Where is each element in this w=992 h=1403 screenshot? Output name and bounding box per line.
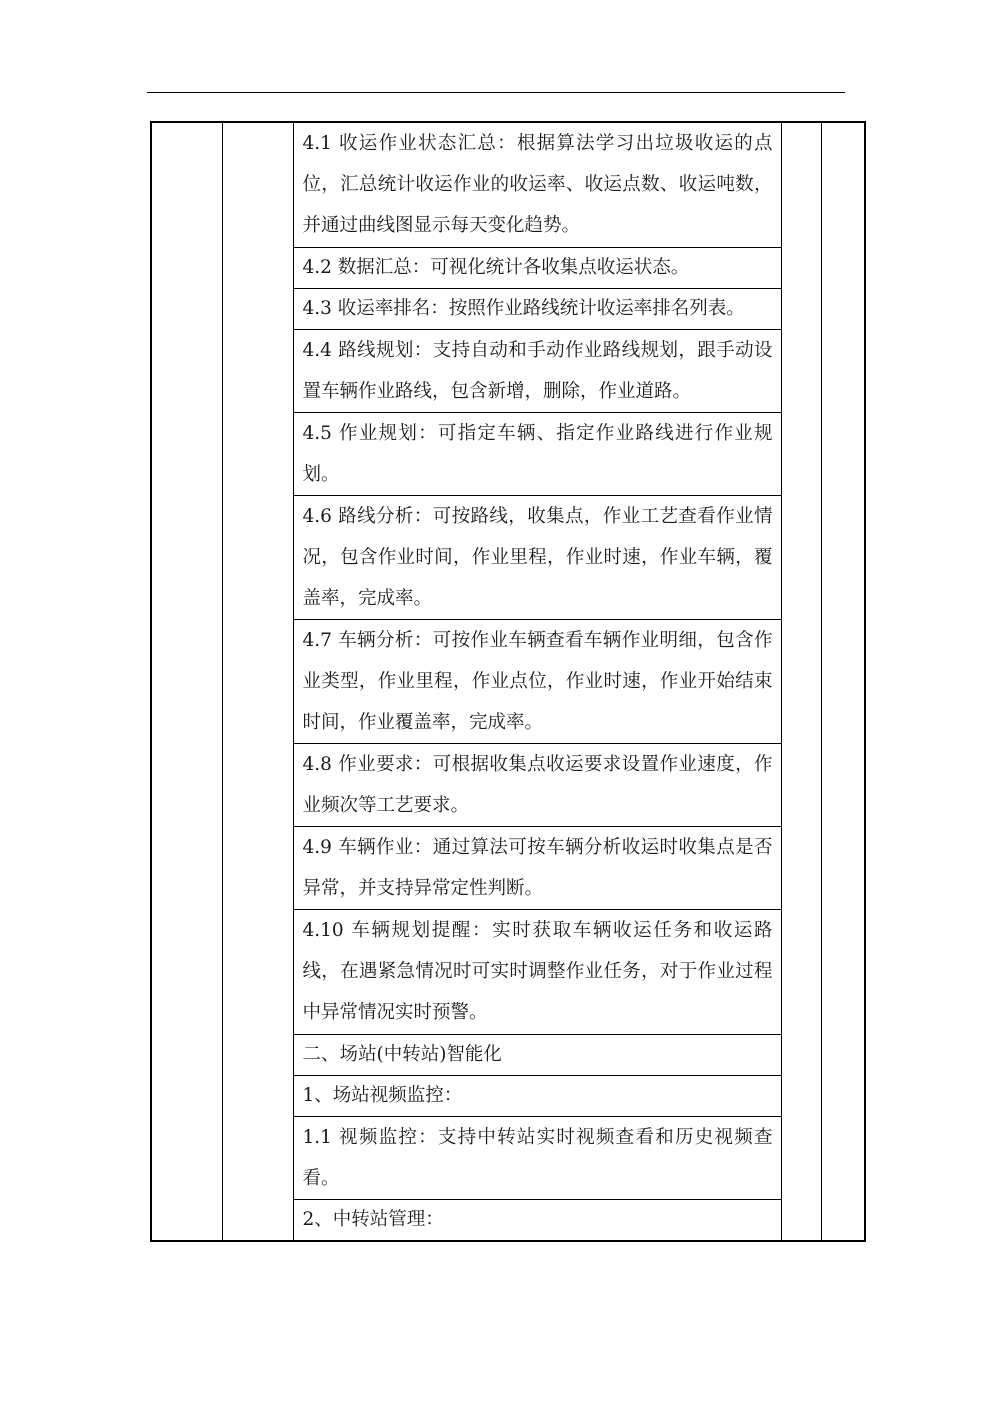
- row-text: 4.6 路线分析：可按路线，收集点，作业工艺查看作业情况，包含作业时间，作业里程，作业时速，作业车辆，覆盖率，完成率。: [293, 496, 781, 620]
- table-row: [151, 122, 865, 248]
- col-name-cell: [222, 122, 293, 1241]
- header-rule: [147, 92, 845, 93]
- subsection-heading: 1、场站视频监控：: [293, 1076, 781, 1117]
- row-text: 4.5 作业规划：可指定车辆、指定作业路线进行作业规划。: [293, 413, 781, 496]
- col-qty-cell: [781, 122, 821, 1241]
- row-text: 4.1 收运作业状态汇总：根据算法学习出垃圾收运的点位，汇总统计收运作业的收运率、收运点数、收运吨数，并通过曲线图显示每天变化趋势。: [293, 122, 781, 248]
- col-index-cell: [151, 122, 222, 1241]
- row-text: 4.10 车辆规划提醒：实时获取车辆收运任务和收运路线，在遇紧急情况时可实时调整作业任务，对于作业过程中异常情况实时预警。: [293, 910, 781, 1035]
- spec-table: [150, 121, 866, 1242]
- row-text: 4.3 收运率排名：按照作业路线统计收运率排名列表。: [293, 289, 781, 330]
- subsection-heading: 2、中转站管理：: [293, 1200, 781, 1242]
- row-text: 4.2 数据汇总：可视化统计各收集点收运状态。: [293, 248, 781, 289]
- section-heading: 二、场站(中转站)智能化: [293, 1035, 781, 1076]
- row-text: 4.4 路线规划：支持自动和手动作业路线规划，跟手动设置车辆作业路线，包含新增，删除，作业道路。: [293, 330, 781, 413]
- row-text: 4.9 车辆作业：通过算法可按车辆分析收运时收集点是否异常，并支持异常定性判断。: [293, 827, 781, 910]
- row-text: 1.1 视频监控：支持中转站实时视频查看和历史视频查看。: [293, 1117, 781, 1200]
- row-text: 4.7 车辆分析：可按作业车辆查看车辆作业明细，包含作业类型，作业里程，作业点位，作业时速，作业开始结束时间，作业覆盖率，完成率。: [293, 620, 781, 744]
- row-text: 4.8 作业要求：可根据收集点收运要求设置作业速度，作业频次等工艺要求。: [293, 744, 781, 827]
- col-remark-cell: [821, 122, 865, 1241]
